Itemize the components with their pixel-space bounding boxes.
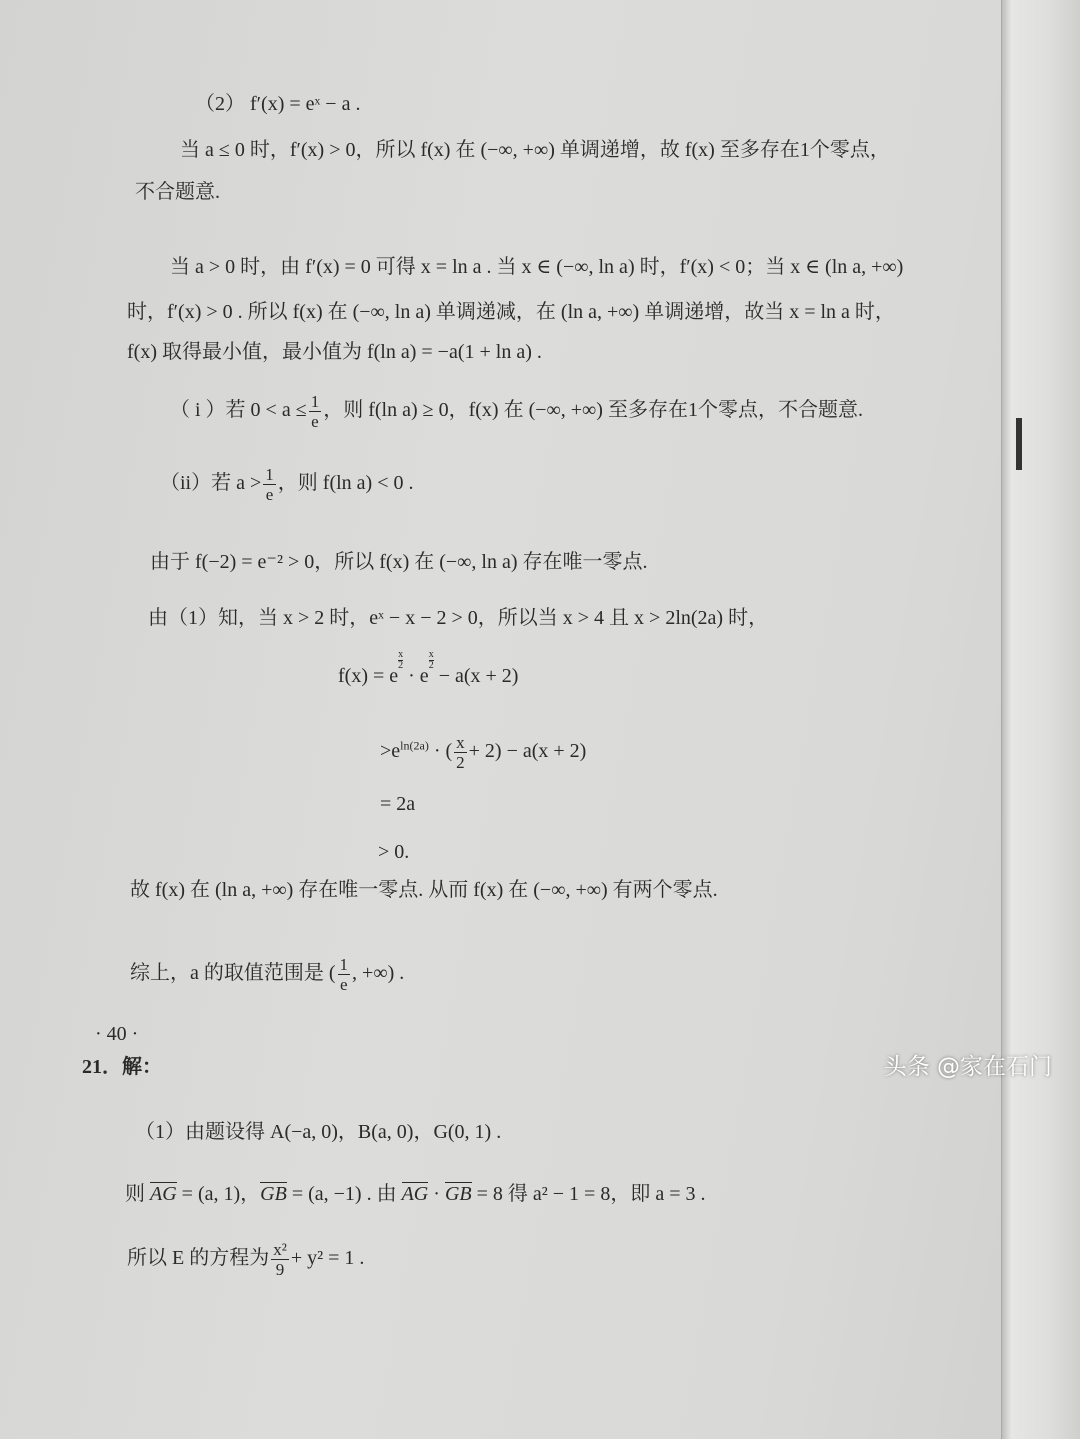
text-line: 由于 f(−2) = e⁻² > 0，所以 f(x) 在 (−∞, ln a) 存在唯一零点.: [150, 551, 648, 573]
math-line: [380, 733, 586, 772]
next-page-edge: [1001, 0, 1080, 1439]
text-line: 当 a ≤ 0 时，f′(x) > 0，所以 f(x) 在 (−∞, +∞) 单调递增，故 f(x) 至多存在1个零点，: [180, 139, 890, 161]
text: − a(x + 2): [433, 665, 519, 687]
denominator: e: [265, 485, 274, 504]
denominator: 9: [275, 1260, 285, 1279]
denominator: 2: [456, 753, 465, 772]
text-line: 由（1）知，当 x > 2 时，eˣ − x − 2 > 0，所以当 x > 4 且 x > 2ln(2a) 时，: [148, 607, 769, 629]
math-line: > 0.: [378, 841, 410, 863]
text: + 2) − a(x + 2): [468, 740, 587, 763]
text-line: 时，f′(x) > 0 . 所以 f(x) 在 (−∞, ln a) 单调递减，在 (ln a, +∞) 单调递增，故当 x = ln a 时，: [127, 301, 895, 323]
page-tab-marker: [1016, 418, 1022, 470]
text-line: （1）由题设得 A(−a, 0)，B(a, 0)，G(0, 1) .: [135, 1121, 502, 1143]
text-line: （2） f′(x) = eˣ − a .: [195, 93, 361, 115]
fraction: [271, 1240, 289, 1279]
numerator: 1: [265, 465, 274, 484]
text-line: [125, 1182, 705, 1206]
denominator: 2: [398, 660, 404, 671]
math-line: = 2a: [380, 793, 416, 815]
numerator: x: [456, 733, 465, 752]
problem-heading: 21．解：: [82, 1056, 162, 1078]
fraction: [338, 955, 351, 994]
text: ·: [428, 1183, 445, 1205]
text: , +∞) .: [352, 962, 405, 985]
denominator: e: [340, 975, 348, 994]
text: 综上，a 的取值范围是 (: [130, 962, 336, 985]
text: = 8 得 a² − 1 = 8，即 a = 3 .: [471, 1183, 706, 1205]
numerator: 1: [310, 392, 320, 411]
fraction: [309, 392, 322, 431]
text: （ii）若 a >: [160, 472, 262, 495]
text: f(x) = e: [338, 665, 399, 687]
fraction: [454, 733, 467, 772]
text-line: 不合题意.: [135, 181, 220, 203]
text-line: f(x) 取得最小值，最小值为 f(ln a) = −a(1 + ln a) .: [127, 341, 542, 363]
text: >e: [380, 740, 401, 763]
denominator: e: [311, 412, 319, 431]
numerator: x: [428, 649, 434, 660]
vector: AG: [401, 1183, 429, 1205]
text-line: [130, 955, 404, 994]
vector: GB: [260, 1183, 287, 1205]
text-line: [127, 1240, 364, 1279]
text: = (a, 1)，: [176, 1183, 261, 1205]
denominator: 2: [428, 660, 434, 671]
text: 则: [125, 1183, 150, 1205]
exponent: ln(2a): [400, 738, 429, 753]
fraction: [263, 465, 276, 504]
page-number: · 40 ·: [95, 1023, 139, 1045]
text: · e: [403, 665, 429, 687]
watermark: 头条 @家在石门: [883, 1054, 1052, 1080]
numerator: x: [398, 649, 404, 660]
text-line: 当 a > 0 时，由 f′(x) = 0 可得 x = ln a . 当 x ∈ (−∞, ln a) 时，f′(x) < 0；当 x ∈ (ln a, +∞): [170, 256, 904, 278]
numerator: x²: [273, 1240, 287, 1259]
text: ，则 f(ln a) ≥ 0，f(x) 在 (−∞, +∞) 至多存在1个零点，不合题意.: [323, 399, 863, 422]
text: = (a, −1) . 由: [286, 1183, 402, 1205]
text-line: [170, 392, 863, 431]
text: 所以 E 的方程为: [127, 1247, 270, 1270]
text-line: 故 f(x) 在 (ln a, +∞) 存在唯一零点. 从而 f(x) 在 (−∞, +∞) 有两个零点.: [130, 879, 718, 901]
vector: GB: [444, 1183, 472, 1205]
numerator: 1: [339, 955, 349, 974]
text: + y² = 1 .: [290, 1247, 365, 1270]
text: ，则 f(ln a) < 0 .: [277, 472, 414, 495]
math-line: [338, 649, 519, 688]
text-line: [160, 465, 413, 504]
text: · (: [428, 740, 453, 763]
text: （ i ）若 0 < a ≤: [170, 399, 307, 422]
vector: AG: [150, 1183, 177, 1205]
